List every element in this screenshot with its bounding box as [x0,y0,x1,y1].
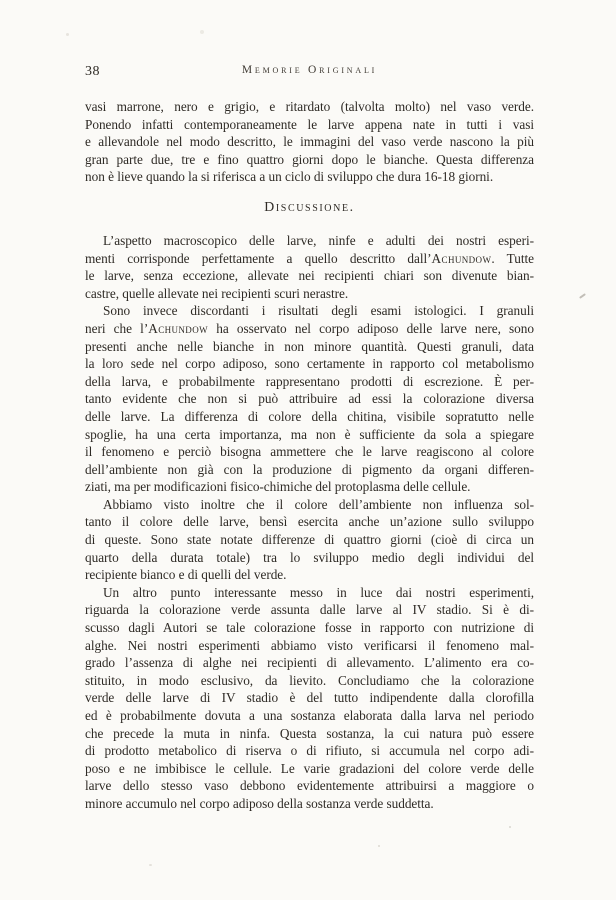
text-line: le larve, senza eccezione, allevate nei recipienti chiari son divenute bian- [85,268,534,284]
text-line: vasi marrone, nero e grigio, e ritardato (talvolta molto) nel vaso verde. [85,99,534,114]
text-line: riguarda la colorazione verde assunta dalle larve al IV stadio. Si è di- [85,602,534,618]
scan-speck [149,864,152,866]
text-line: L’aspetto macroscopico delle larve, ninfe e adulti dei nostri esperi- [103,232,534,248]
text-line: gran parte due, tre e fino quattro giorni dopo le bianche. Questa differenza [85,151,534,167]
paragraph [85,232,534,302]
paragraph [85,496,534,584]
text-line: recipiente bianco e di quelli del verde. [85,567,287,583]
text-line: dell’ambiente non già con la produzione di pigmento da organi differen- [85,461,534,477]
text-line: Abbiamo visto inoltre che il colore dell’ambiente non influenza sol- [103,496,534,512]
text-line: stituito, in modo esclusivo, da lievito. Concludiamo che la colorazione [85,672,534,688]
page-number: 38 [85,64,100,79]
scan-speck [579,293,586,299]
body-text-main [85,232,534,813]
text-line: Un altro punto interessante messo in luce dai nostri esperimenti, [103,584,534,600]
text-line: Sono invece discordanti i risultati degli esami istologici. I granuli [103,303,534,319]
text-line: quarto della durata totale) tra lo sviluppo medio degli individui del [85,549,534,565]
text-line: ziati, ma per modificazioni fisico-chimiche del protoplasma delle cellule. [85,479,471,495]
scan-speck [378,845,380,847]
text-line: che precede la muta in ninfa. Questa sostanza, la cui natura può essere [85,725,534,741]
text-column [85,64,534,813]
text-line: presenti anche nelle bianche in non minore quantità. Questi granuli, data [85,338,534,354]
text-line: neri che l’Achundow ha osservato nel corpo adiposo delle larve nere, sono [85,320,534,336]
text-line: poso e ne imbibisce le cellule. Le varie gradazioni del colore verde delle [85,760,534,776]
text-line: castre, quelle allevate nei recipienti scuri nerastre. [85,285,349,301]
text-line: il fenomeno e perciò bisogna ammettere che le larve reagiscono al colore [85,444,534,460]
small-caps-name: Achundow [431,250,492,266]
text-line: grado l’assenza di alghe nei recipienti di allevamento. L’alimento era co- [85,655,534,671]
text-line: menti corrisponde perfettamente a quello descritto dall’Achundow. Tutte [85,250,535,266]
text-line: verde delle larve di IV stadio è del tutto indipendente dalla clorofilla [85,690,534,706]
text-line: tanto il colore delle larve, bensì esercita anche un’azione sullo sviluppo [85,514,534,530]
section-heading: Discussione. [264,198,355,214]
text-line: ed è probabilmente dovuta a una sostanza elaborata dalla larva nel periodo [85,708,534,723]
text-line: di queste. Sono state notate differenze di quattro giorni (cioè di circa un [85,532,534,548]
paragraph [85,302,534,496]
text-line: larve dello stesso vaso debbono evidentemente attribuirsi a maggiore o [85,778,534,794]
body-text-top [85,98,534,186]
text-line: non è lieve quando la si riferisca a un ciclo di sviluppo che dura 16-18 giorni. [85,169,494,185]
text-line: Ponendo infatti contemporaneamente le larve appena nate in tutti i vasi [85,116,534,132]
scan-speck [66,33,69,36]
text-line: della larva, e probabilmente rappresentano prodotti di escrezione. È per- [85,373,534,389]
page-header [85,64,534,82]
scan-speck [200,30,204,34]
text-line: la loro sede nel corpo adiposo, sono certamente in rapporto col metabolismo [85,356,534,372]
text-line: delle larve. La differenza di colore della chitina, visibile sopratutto nelle [85,408,534,424]
paragraph [85,584,534,813]
text-line: minore accumulo nel corpo adiposo della sostanza verde suddetta. [85,795,434,811]
small-caps-name: Achundow [148,320,209,336]
text-line: spoglie, ha una certa importanza, ma non è sufficiente da sola a spiegare [85,426,534,442]
scan-speck [509,826,511,828]
paragraph [85,98,534,186]
text-line: tanto evidente che non si può attribuire ad essi la colorazione diversa [85,391,534,407]
text-line: di prodotto metabolico di riserva o di rifiuto, si accumula nel corpo adi- [85,743,534,759]
running-title: Memorie Originali [241,64,378,76]
text-line: alghe. Nei nostri esperimenti abbiamo visto verificarsi il fenomeno mal- [85,637,534,653]
text-line: scusso dagli Autori se tale colorazione fosse in rapporto con nutrizione di [85,620,534,636]
text-line: e allevandole nel modo descritto, le immagini del vaso verde nascono la più [85,134,534,150]
